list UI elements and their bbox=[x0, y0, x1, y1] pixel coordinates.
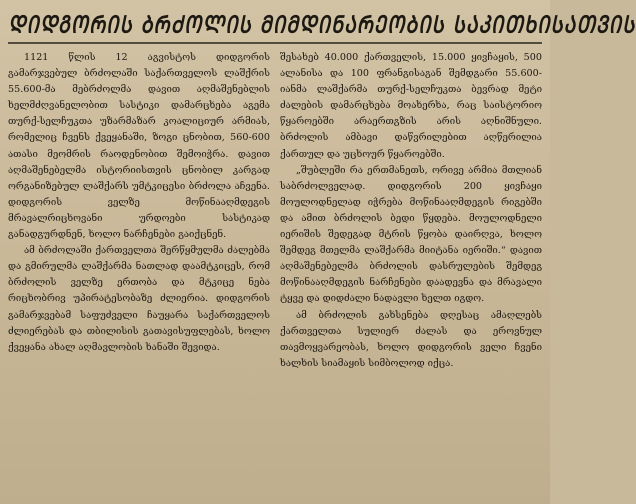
left-paragraph-2: ამ ბრძოლაში ქართველთა შერწყმულმა ძალებმა და გმირულმა ლაშქარმა ნათლად დაამტკიცეს, რომ ბრძოლის ველზე ერთობა და მტკიცე ნება რიცხობრივ უპირატესობაზე ძლიერია. დიდგორის გამარჯვებამ საფუძველი ჩაუყარა საქართველოს ძლიერებას და თბილისის გათავისუფლებას, ხოლო ქვეყანა ახალ აღმავლობის ხანაში შევიდა. bbox=[8, 245, 270, 353]
left-paragraph-1: 1121 წლის 12 აგვისტოს დიდგორის გამარჯვებულ ბრძოლაში საქართველოს ლაშქრის 55.600-მა მებრძოლმა დავით აღმაშენებლის ხელმძღვანელობით სასტიკი დამარცხება აგემა თურქ-სელჩუკთა უზარმაზარ კოალიციურ არმიას, რომელიც ჩვენს ქვეყანაში, ზოგი ცნობით, 560-600 ათასი მეომრის რაოდენობით შემოიჭრა. დავით აღმაშენებელმა ისტორიისთვის ცნობილ კარგად ორგანიზებულ ლაშქარს უმტკიცესი ბრძოლა აჩვენა. დიდგორის ველზე მოწინააღმდეგის მრავალრიცხოვანი ურდოები სასტიკად განადგურდნენ, ხოლო ნარჩენები გაიქცნენ. bbox=[8, 52, 270, 241]
article-columns bbox=[8, 50, 542, 372]
right-paragraph-1: შესახებ 40.000 ქართველის, 15.000 ყივჩაყის, 500 ალანისა და 100 ფრანგისაგან შემდგარი 55.600-იანმა ლაშქარმა თურქ-სელჩუკთა ბევრად მეტი ძალების დამარცხება მოახერხა, რაც საისტორიო წყაროებში არაერთგზის არის აღნიშნული. ბრძოლის ამბავი დაწვრილებით აღწერილია ქართულ და უცხოურ წყაროებში. bbox=[280, 52, 542, 160]
right-column bbox=[280, 50, 542, 372]
right-paragraph-2: „შუბლეში რა ერთმანეთს, ორივე არმია მთლიან საბრძოლველად. დიდგორის 200 ყივჩაყი მოულოდნელად იჭრება მოწინააღმდეგის რიგებში და ამით ბრძოლის ბედი წყდება. მოულოდნელი იერიშის შედეგად მტრის წყობა დაირღვა, ხოლო შემდეგ მთელმა ლაშქარმა მიიტანა იერიში.“ დავით აღმაშენებელმა ბრძოლის დასრულების შემდეგ მოწინააღმდეგის ნარჩენები დაადევნა და მრავალი ტყვე და დიდძალი ნადავლი ხელთ იგდო. bbox=[280, 164, 542, 305]
headline-divider bbox=[8, 42, 542, 44]
right-paragraph-3: ამ ბრძოლის გახსენება დღესაც ამაღლებს ქართველთა სულიერ ძალას და ეროვნულ თავმოყვარეობას, ხოლო დიდგორის ველი ჩვენი ხალხის სიამაყის სიმბოლოდ იქცა. bbox=[280, 309, 542, 369]
left-column bbox=[8, 50, 270, 372]
article-headline: ᲓᲘᲓᲒᲝᲠᲘᲡ ᲑᲠᲫᲝᲚᲘᲡ ᲛᲘᲛᲓᲘᲜᲐᲠᲔᲝᲑᲘᲡ ᲡᲐᲙᲘᲗᲮᲘᲡᲐᲗᲕᲘᲡ bbox=[8, 11, 636, 39]
